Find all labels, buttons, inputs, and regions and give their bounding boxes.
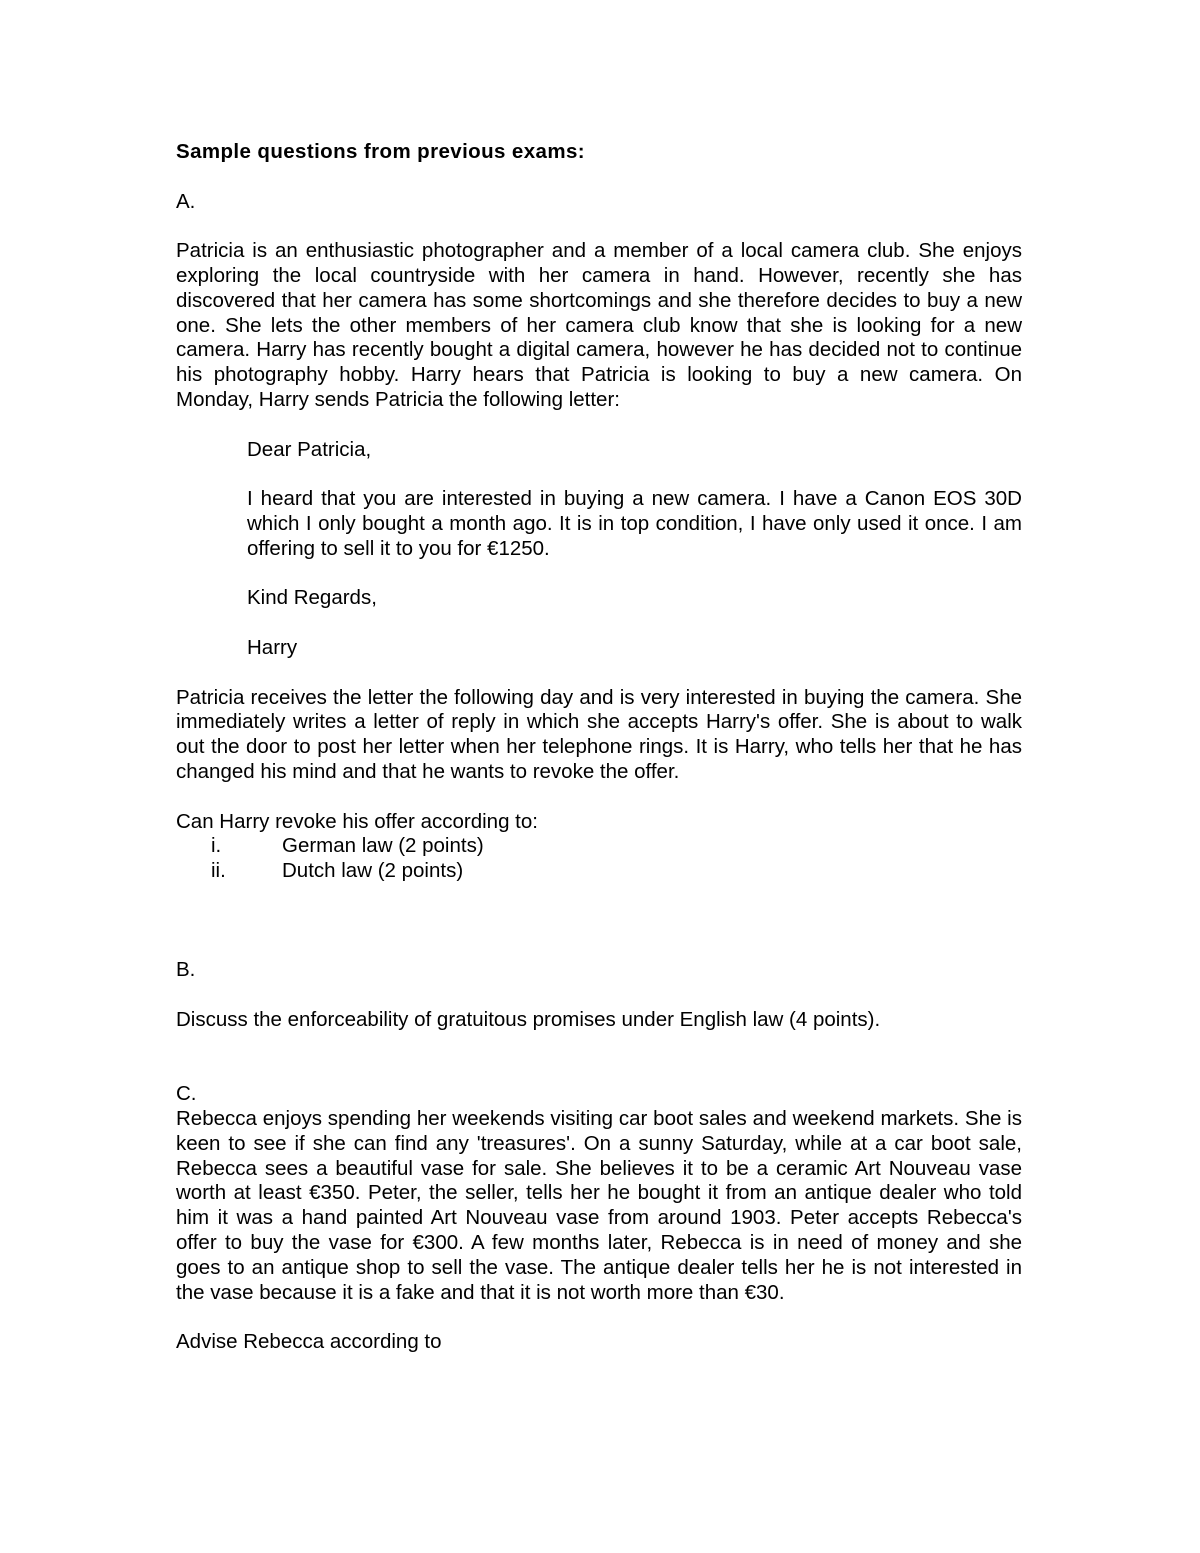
letter-body: I heard that you are interested in buying a new camera. I have a Canon EOS 30D which I only bought a month ago. It is in top condition, I have only used it once. I am offering to sell it to you for €1250. (247, 487, 1022, 560)
list-item (176, 859, 1022, 884)
section-a-intro: Patricia is an enthusiastic photographer and a member of a local camera club. She enjoys exploring the local countryside with her camera in hand. However, recently she has discovered that her camera has some shortcomings and she therefore decides to buy a new one. She lets the other members of her camera club know that she is looking for a new camera. Harry has recently bought a digital camera, however he has decided not to continue his photography hobby. Harry hears that Patricia is looking to buy a new camera. On Monday, Harry sends Patricia the following letter: (176, 239, 1022, 411)
list-item-number: i. (211, 834, 222, 858)
letter-closing: Kind Regards, (247, 586, 377, 610)
list-item (176, 834, 1022, 859)
section-b-label: B. (176, 958, 196, 982)
letter-signature: Harry (247, 635, 298, 659)
list-item-text: Dutch law (2 points) (282, 859, 464, 883)
letter-block (247, 438, 1022, 661)
section-b-question: Discuss the enforceability of gratuitous promises under English law (4 points). (176, 1007, 881, 1031)
section-a-question: Can Harry revoke his offer according to: (176, 809, 538, 833)
section-c-text: Rebecca enjoys spending her weekends visiting car boot sales and weekend markets. She is keen to see if she can find any 'treasures'. On a sunny Saturday, while at a car boot sale, Rebecca sees a beautiful vase for sale. She believes it to be a ceramic Art Nouveau vase worth at least €350. Peter, the seller, tells her he bought it from an antique dealer who told him it was a hand painted Art Nouveau vase from around 1903. Peter accepts Rebecca's offer to buy the vase for €300. A few months later, Rebecca is in need of money and she goes to an antique shop to sell the vase. The antique dealer tells her he is not interested in the vase because it is a fake and that it is not worth more than €30. (176, 1107, 1022, 1304)
list-item-number: ii. (211, 859, 226, 883)
section-c-question: Advise Rebecca according to (176, 1330, 442, 1354)
letter-greeting: Dear Patricia, (247, 437, 372, 461)
document-heading: Sample questions from previous exams: (176, 140, 585, 163)
section-a-continuation: Patricia receives the letter the following day and is very interested in buying the camera. She immediately writes a letter of reply in which she accepts Harry's offer. She is about to walk out the door to post her letter when her telephone rings. It is Harry, who tells her that he has changed his mind and that he wants to revoke the offer. (176, 685, 1022, 783)
list-item-text: German law (2 points) (282, 834, 484, 858)
section-c-label: C. (176, 1082, 197, 1106)
document-page (176, 140, 1022, 1355)
question-list (176, 834, 1022, 884)
section-a-label: A. (176, 189, 196, 213)
